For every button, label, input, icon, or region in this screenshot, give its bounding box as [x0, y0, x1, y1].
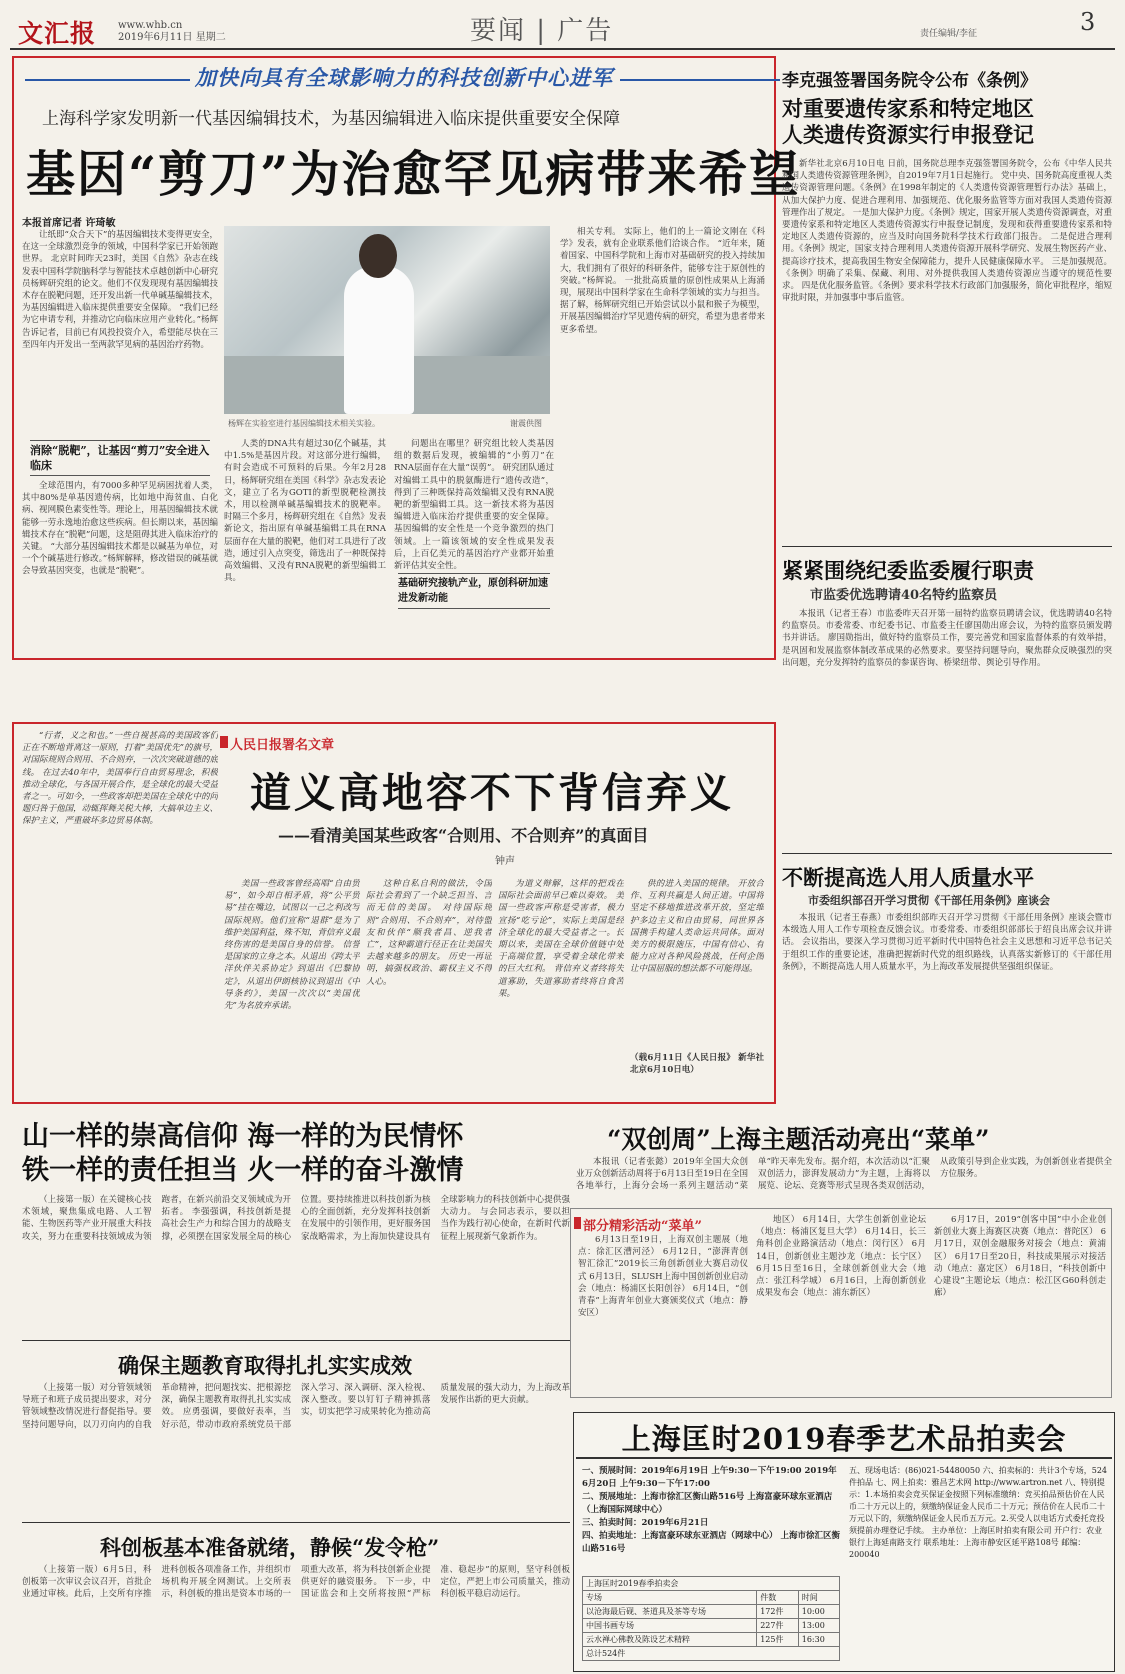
page-number: 3 [1080, 8, 1096, 36]
commentary-author: 钟声 [495, 856, 515, 867]
top-story-col5-text: 相关专利。 实际上，他们的上一篇论文刚在《科学》发表，就有企业联系他们洽谈合作。 “近年来，随着国家、中国科学院和上海市对基础研究的投入持续加大，我们拥有了很好的科研条件，能够专注于原创性的突破。”杨辉说。 一批批高质量的原创性成果从上海涌现，展现出中国科学家在生命科学领域的实力与担当。 据了解，杨辉研究组已开始尝试以小鼠和猴子为模型，开展基因编辑治疗罕见遗传病的研究，希望为患者带来更多希望。 [560, 227, 765, 335]
top-story-col3 [224, 438, 386, 650]
table-cell: 125件 [757, 1633, 799, 1647]
event-col-3-text: 6月17日，2019“创客中国”中小企业创新创业大赛上海赛区决赛（地点：普陀区） 6月17日，双创金融服务对接会（地点：黄浦区） 6月17日至20日，科技成果展示对接活动（地点：嘉定区） 6月18日，“科技创新中心建设”主题论坛（地点：松江区G60科创走廊） [934, 1215, 1106, 1299]
shuangchuang-intro-text: 本报讯（记者张懿）2019年全国大众创业万众创新活动周将于6月13日至19日在全国各地举行，上海分会场一系列主题活动“菜单”昨天率先发布。据介绍，本次活动以“汇聚双创活力，澎湃发展动力”为主题，上海将以展览、论坛、竞赛等形式呈现各类双创活动，从政策引导到企业实践，为创新创业者提供全方位服务。 [576, 1157, 1112, 1192]
event-col-1 [578, 1234, 748, 1390]
auction-preview-place: 二、预展地址：上海市徐汇区衡山路516号 上海富豪环球东亚酒店（上海国际网球中心） [582, 1492, 833, 1515]
photo-person-head [359, 234, 397, 278]
right-head-6: 市委组织部召开学习贯彻《干部任用条例》座谈会 [808, 894, 1050, 907]
subhead-1: 消除“脱靶”，让基因“剪刀”安全进入临床 [30, 440, 210, 476]
commentary-col4 [498, 878, 624, 1090]
commentary-col5-text: 供的进入美国的规律。 开放合作、互利共赢是人间正道。中国将坚定不移地推进改革开放，坚定维护多边主义和自由贸易，同世界各国携手构建人类命运共同体。面对美方的极限施压，中国有信心、有能力应对各种风险挑战，任何企图让中国屈服的想法都不可能得逞。 [630, 879, 764, 975]
bottom-rule-2 [22, 1522, 570, 1523]
top-story-col1-text: 让纸即“众合天下”的基因编辑技术变得更安全，在这一全球激烈竞争的领域，中国科学家已开始领跑世界。 北京时间昨天23时，美国《自然》杂志在线发表中国科学院脑科学与智能技术卓越创新中心研究员杨辉研究组的论文。他们不仅发现现有基因编辑技术存在脱靶问题，还开发出新一代单碱基编辑技术，为基因编辑进入临床提供重要安全保障。 “我们已经为它申请专利，并推动它向临床应用产业转化。”杨辉告诉记者，目前已有风投投资介入，希望能尽快在三至四年内开发出一至两款罕见病的基因治疗药物。 [22, 230, 218, 350]
right-head-main [782, 96, 1034, 148]
bottom-story-3-text: （上接第一版）6月5日，科创板第一次审议会议召开，首批企业通过审核。此后，上交所有序推进科创板各项准备工作，并组织市场机构开展全网测试。上交所表示，科创板的推出是资本市场的一项重大改革，将为科技创新企业提供更好的融资服务。 下一步，中国证监会和上交所将按照“严标准、稳起步”的原则，坚守科创板定位，严把上市公司质量关，推动科创板平稳启动运行。 [22, 1565, 570, 1600]
bottom-rule-1 [22, 1340, 570, 1341]
top-story-col4 [394, 438, 554, 650]
commentary-col3-text: 这种自私自利的做法，令国际社会看到了一个缺乏担当、言而无信的美国。 对待国际规则“合则用、不合则弃”，对待盟友和伙伴“顺我者昌、逆我者亡”，这种霸道行径正在让美国失去越来越多的朋友。 历史一再证明，搞强权政治、霸权主义不得人心。 [366, 879, 492, 987]
table-cell: 16:30 [798, 1633, 839, 1647]
table-cell: 13:00 [798, 1619, 839, 1633]
auction-sale-time: 三、拍卖时间：2019年6月21日 [582, 1518, 709, 1528]
commentary-col5 [630, 878, 764, 1048]
top-story-col2-text: 全球范围内，有7000多种罕见病困扰着人类，其中80%是单基因遗传病，比如地中海贫血、白化病、视网膜色素变性等。理论上，用基因编辑技术就能够一劳永逸地治愈这些疾病。但长期以来，基因编辑技术存在“脱靶”问题，这是阻碍其进入临床治疗的关键。 “大部分基因编辑技术都是以碱基为单位，对一个个碱基进行修改。”杨辉解释，修改错误的碱基就会导致基因突变，也就是“脱靶”。 [22, 481, 218, 577]
right-story-2 [782, 608, 1112, 848]
auction-table-total-row [583, 1647, 840, 1661]
photo-caption: 杨辉在实验室进行基因编辑技术相关实验。 [228, 419, 380, 428]
event-col-2-text: 地区） 6月14日，大学生创新创业论坛（地点：杨浦区复旦大学） 6月14日，长三角科创企业路演活动（地点：闵行区） 6月14日，创新创业主题沙龙（地点：长宁区） 6月15日至16日，全球创新创业大会（地点：张江科学城） 6月16日，上海创新创业成果发布会（地点：浦东新区） [756, 1215, 926, 1299]
shuangchuang-intro [576, 1156, 1112, 1204]
table-row [583, 1619, 840, 1633]
bottom-story-1 [22, 1194, 570, 1330]
commentary-col4-text: 为道义辩解，这样的把戏在国际社会面前早已难以奏效。 美国一些政客声称是受害者，极力宣扬“吃亏论”，实际上美国是经济全球化的最大受益者之一。长期以来，美国在全球价值链中处于高端位置，享受着全球化带来的巨大红利。 背信弃义者终将失道寡助，失道寡助者终将自食苦果。 [498, 879, 624, 999]
photo-credit: 谢震供图 [510, 419, 542, 428]
auction-table-header [583, 1591, 840, 1605]
right-head-main-line2: 人类遗传资源实行申报登记 [782, 122, 1034, 147]
subhead-2: 基础研究接轨产业，原创科研加速进发新动能 [398, 573, 550, 609]
table-cell: 中国书画专场 [583, 1619, 757, 1633]
commentary-col2-text: 美国一些政客曾经高唱“自由贸易”，如今却自相矛盾，将“公平贸易”挂在嘴边，试图以一己之利改写国际规则。他们宣称“退群”是为了维护美国利益，殊不知，背信弃义最终伤害的是美国自身的信誉。 信誉是国家的立身之本。从退出《跨太平洋伙伴关系协定》到退出《巴黎协定》，从退出伊朗核协议到退出《中导条约》，美国一次次以“美国优先”为名放弃承诺。 [224, 879, 360, 1012]
right-head-5: 不断提高选人用人质量水平 [782, 865, 1034, 890]
auction-table-total: 总计524件 [583, 1647, 840, 1661]
event-col-2 [756, 1214, 926, 1390]
table-row [583, 1605, 840, 1619]
event-col-1-text: 6月13日至19日，上海双创主题展（地点：徐汇区漕河泾） 6月12日，“澎湃青创 智汇徐汇”2019长三角创新创业大赛启动仪式 6月13日，SLUSH上海中国创新创业启动会（地点：杨浦区长阳创谷） 6月14日，“创青春”上海青年创业大赛颁奖仪式（地点：静安区） [578, 1235, 748, 1319]
top-story-col2 [22, 480, 218, 650]
bottom-story-3 [22, 1564, 570, 1668]
right-story-1-text: 新华社北京6月10日电 日前，国务院总理李克强签署国务院令，公布《中华人民共和国人类遗传资源管理条例》，自2019年7月1日起施行。 党中央、国务院高度重视人类遗传资源管理问题。《条例》在1998年制定的《人类遗传资源管理暂行办法》基础上，从加大保护力度、促进合理利用、加强规范、优化服务监管等方面对我国人类遗传资源管理作出了规定。 一是加大保护力度。《条例》规定，国家开展人类遗传资源调查，对重要遗传家系和特定地区人类遗传资源实行申报登记制度，发现和获得重要遗传家系和特定地区人类遗传资源的，应当及时向国务院科学技术行政部门报告。 二是促进合理利用。《条例》规定，国家支持合理利用人类遗传资源开展科学研究、发展生物医药产业、提高诊疗技术，提高我国生物安全保障能力，提升人民健康保障水平。 三是加强规范。《条例》明确了采集、保藏、利用、对外提供我国人类遗传资源应当遵守的规范性要求。 四是优化服务监管。《条例》要求科学技术行政部门加强服务，简化审批程序，缩短审批时限，并加强事中事后监管。 [782, 159, 1112, 304]
auction-table-caption-row [583, 1577, 840, 1591]
masthead-date: 2019年6月11日 星期二 [118, 32, 226, 43]
page-editor: 责任编辑/李征 [920, 29, 978, 39]
bottom-story-2 [22, 1382, 570, 1512]
banner-line-left [25, 79, 190, 81]
auction-table [582, 1576, 840, 1661]
right-head-4: 市监委优选聘请40名特约监察员 [810, 588, 998, 603]
bottom-headline-1-line2: 铁一样的责任担当 火一样的奋斗激情 [22, 1155, 464, 1186]
auction-info: 五、现场电话：(86)021-54480050 六、拍卖标的：共计3个专场，524件拍品 七、网上拍卖：雅昌艺术网 http://www.artron.net 八、特别提示：1.本场拍卖会竞买保证金按照下列标准缴纳：竞买拍品预估价在人民币二十万元以上的，须缴纳保证金人民币二十万元；预估价在人民币二十万元以下的，须缴纳保证金人民币五万元。2.买受人以电话方式委托竞投须提前办理登记手续。 主办单位：上海匡时拍卖有限公司 开户行：农业银行上海延南路支行 联系地址：上海市静安区延平路108号 邮编：200040 [849, 1466, 1108, 1559]
auction-details [582, 1465, 842, 1556]
auction-table-caption: 上海匡时2019春季拍卖会 [583, 1577, 840, 1591]
event-menu-tag: 部分精彩活动“菜单” [583, 1219, 702, 1234]
top-banner: 加快向具有全球影响力的科技创新中心进军 [195, 65, 613, 90]
top-story-byline: 本报首席记者 许琦敏 [22, 218, 116, 229]
top-story-headline: 基因“剪刀”为治愈罕见病带来希望 [26, 145, 801, 203]
commentary-tag-mark [220, 736, 228, 748]
bottom-headline-2: 确保主题教育取得扎扎实实成效 [118, 1353, 412, 1378]
right-story-2-text: 本报讯（记者王春）市监委昨天召开第一届特约监察员聘请会议，优选聘请40名特约监察员。市委常委、市纪委书记、市监委主任廖国勋出席会议，为特约监察员颁发聘书并讲话。 廖国勋指出，做好特约监察员工作，要完善党和国家监督体系的有效举措，是巩固和发展监察体制改革成果的必然要求。要坚持问题导向，聚焦群众反映强烈的突出问题，充分发挥特约监察员的参谋咨询、桥梁纽带、舆论引导作用。 [782, 609, 1112, 668]
auction-title: 上海匡时2019春季艺术品拍卖会 [621, 1422, 1067, 1456]
masthead-url: www.whb.cn [118, 20, 183, 31]
table-cell: 10:00 [798, 1605, 839, 1619]
bottom-headline-3: 科创板基本准备就绪，静候“发令枪” [100, 1535, 440, 1560]
top-story-col5 [560, 226, 765, 650]
page-section: 要闻 | 广告 [470, 16, 614, 46]
top-story-col1 [22, 229, 218, 435]
auction-table-header-cell: 件数 [757, 1591, 799, 1605]
event-col-3 [934, 1214, 1106, 1390]
right-story-3-text: 本报讯（记者王春燕）市委组织部昨天召开学习贯彻《干部任用条例》座谈会暨市本级选人用人工作专项检查反馈会议。市委常委、市委组织部部长于绍良出席会议并讲话。 会议指出，要深入学习贯彻习近平新时代中国特色社会主义思想和习近平总书记关于组织工作的重要论述，准确把握新时代党的组织路线，认真落实新修订的《干部任用条例》，不断提高选人用人质量水平，为上海改革发展提供坚强组织保证。 [782, 913, 1112, 972]
auction-table-header-cell: 时间 [798, 1591, 839, 1605]
right-head-3: 紧紧围绕纪委监委履行职责 [782, 558, 1034, 583]
commentary-col2 [224, 878, 360, 1090]
right-rule-1 [782, 546, 1112, 547]
commentary-subtitle: ——看清美国某些政客“合则用、不合则弃”的真面目 [278, 826, 649, 845]
table-cell: 172件 [757, 1605, 799, 1619]
top-story-col3-text: 人类的DNA共有超过30亿个碱基，其中1.5%是基因片段。对这部分进行编辑，有时会造成不可预料的后果。今年2月28日，杨辉研究组在美国《科学》杂志发表论文，建立了名为GOTI的新型脱靶检测技术，用以检测单碱基编辑技术的脱靶率。 时隔三个多月，杨辉研究组在《自然》发表新论文，指出原有单碱基编辑工具在RNA层面存在大量的脱靶，他们对工具进行了改造，通过引入点突变，筛选出了一种既保持高效编辑、又没有RNA脱靶的新型编辑工具。 [224, 439, 386, 584]
auction-preview-time: 一、预展时间：2019年6月19日 上午9:30－下午19:00 2019年6月20日 上午9:30－下午17:00 [582, 1466, 837, 1489]
event-tag-mark [574, 1217, 581, 1229]
commentary-col3 [366, 878, 492, 1090]
commentary-headline: 道义高地容不下背信弃义 [250, 769, 734, 817]
auction-ad [573, 1412, 1115, 1672]
right-story-1 [782, 158, 1112, 538]
lab-photo [224, 226, 550, 414]
top-story-col4-text: 问题出在哪里？研究组比较人类基因组的数据后发现，被编辑的“小剪刀”在RNA层面存在大量“误剪”。 研究团队通过对编辑工具中的脱氨酶进行“遗传改造”，得到了三种既保持高效编辑又没有RNA脱靶的新型编辑工具。这一新技术将为基因编辑进入临床治疗提供重要的安全保障。 基因编辑的安全性是一个竞争激烈的热门领域。上一篇该领域的安全性成果发表后，上百亿美元的基因治疗产业都开始重新评估其安全性。 [394, 439, 554, 572]
commentary-tag: 人民日报署名文章 [230, 738, 335, 753]
bottom-headline-1-line1: 山一样的崇高信仰 海一样的为民情怀 [22, 1121, 464, 1152]
commentary-source-text: （载6月11日《人民日报》 新华社北京6月10日电） [630, 1053, 764, 1076]
table-cell: 以沧海最后砚、茶道具及茶等专场 [583, 1605, 757, 1619]
commentary-source [630, 1052, 764, 1088]
right-story-3 [782, 912, 1112, 1102]
photo-person [344, 266, 414, 414]
masthead-rule [10, 48, 1115, 50]
newspaper-logo: 文汇报 [18, 19, 97, 48]
right-head-kicker: 李克强签署国务院令公布《条例》 [782, 71, 1037, 91]
masthead-info [118, 20, 226, 44]
right-rule-2 [782, 853, 1112, 854]
commentary-col1 [22, 730, 218, 1090]
shuangchuang-headline: “双创周”上海主题活动亮出“菜单” [607, 1125, 990, 1154]
table-cell: 云水禅心佛教及陈设艺术精粹 [583, 1633, 757, 1647]
auction-sale-place: 四、拍卖地址：上海富豪环球东亚酒店（网球中心） 上海市徐汇区衡山路516号 [582, 1531, 840, 1554]
table-row [583, 1633, 840, 1647]
auction-table-header-cell: 专场 [583, 1591, 757, 1605]
commentary-col1-text: “行者，义之和也。”一些自视甚高的美国政客们正在不断地背离这一原则，打着“美国优先”的旗号，对国际规则合则用、不合则弃，一次次突破道德的底线。 在过去40年中，美国奉行自由贸易理念，积极推动全球化，与各国开展合作，是全球化的最大受益者之一。可如今，一些政客却把美国在全球化中的问题归咎于他国，动辄挥舞关税大棒，大搞单边主义、保护主义，严重破坏多边贸易体制。 [22, 731, 218, 827]
right-head-main-line1: 对重要遗传家系和特定地区 [782, 96, 1034, 121]
banner-line-right [620, 79, 780, 81]
bottom-story-1-text: （上接第一版）在关键核心技术领域，聚焦集成电路、人工智能、生物医药等产业开展重大科技攻关，努力在重要科技领域成为领跑者，在新兴前沿交叉领域成为开拓者。 李强强调，科技创新是提高社会生产力和综合国力的战略支撑，必须摆在国家发展全局的核心位置。要持续推进以科技创新为核心的全面创新，充分发挥科技创新在发展中的引领作用，更好服务国家战略需求，为上海加快建设具有全球影响力的科技创新中心提供强大动力。 与会同志表示，要以担当作为践行初心使命，在新时代新征程上展现新气象新作为。 [22, 1195, 570, 1242]
table-cell: 227件 [757, 1619, 799, 1633]
bottom-story-2-text: （上接第一版）对分管领域领导班子和班子成员提出要求，对分管领域整改情况进行督促指导。要坚持问题导向，以刀刃向内的自我革命精神，把问题找实、把根源挖深，确保主题教育取得扎扎实实成效。 应勇强调，要做好表率，当好示范，带动市政府系统党员干部深入学习、深入调研、深入检视、深入整改。要以钉钉子精神抓落实，切实把学习成果转化为推动高质量发展的强大动力，为上海改革发展作出新的更大贡献。 [22, 1383, 570, 1430]
top-story-subtitle: 上海科学家发明新一代基因编辑技术，为基因编辑进入临床提供重要安全保障 [42, 109, 620, 129]
auction-title-rule [576, 1457, 1112, 1459]
bottom-headline-1 [22, 1120, 463, 1188]
